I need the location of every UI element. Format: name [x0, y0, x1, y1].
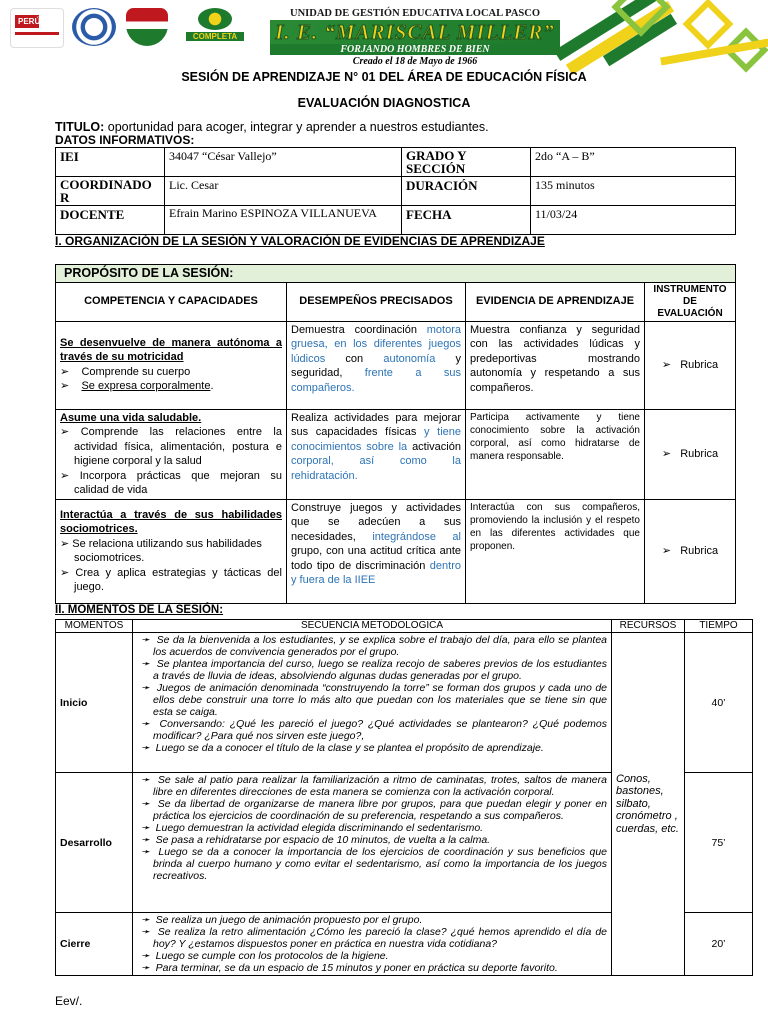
capacity-item: ➢ Comprende su cuerpo — [60, 365, 191, 378]
col-instrumento: INSTRUMENTO DE EVALUACIÓN — [645, 282, 736, 321]
info-table — [55, 147, 736, 235]
moment-time: 75’ — [685, 773, 753, 913]
moment-sequence — [133, 913, 612, 976]
capacity-text: Crea y aplica estrategias y tácticas del juego. — [74, 566, 282, 593]
institution-crest-icon — [72, 8, 116, 46]
performance-text-blue: frente a sus compañeros. — [291, 367, 461, 394]
capacity-text: Comprende las relaciones entre la actividad física, alimentación, postura e higiene corporal y la salud — [74, 426, 282, 467]
iei-value: 34047 “César Vallejo” — [165, 148, 402, 177]
moment-name: Cierre — [56, 913, 133, 976]
performance-text-blue: motora gruesa, en los diferentes juegos lúdicos — [291, 323, 462, 365]
col-recursos: RECURSOS — [612, 620, 685, 633]
competency-row — [56, 409, 736, 499]
capacity-item: ➢ Se relaciona utilizando sus habilidades sociomotrices. — [60, 537, 262, 564]
performance-text-blue: dentro y fuera de la IIEE — [291, 559, 461, 586]
iei-label: IEI — [56, 148, 165, 177]
sequence-item: ➛ Se realiza la retro alimentación ¿Cómo les pareció la clase? ¿qué hemos aprendido el día de hoy? Y ¿estamos dispuestos poner en práctica en nuestra vida cotidiana? — [141, 926, 607, 950]
sequence-item: ➛ Luego se da a conocer la importancia de los ejercicios de coordinación y sus beneficios que brinda al cuerpo humano y como evitar el sedentarismo, así como la importancia de los juegos recreativos. — [141, 846, 607, 882]
competency-name: Asume una vida saludable. — [60, 411, 202, 424]
performance-text-blue: corporal, así como la rehidratación. — [291, 455, 461, 482]
duracion-value: 135 minutos — [531, 177, 736, 206]
moments-table — [55, 619, 753, 976]
proposito-heading: PROPÓSITO DE LA SESIÓN: — [56, 265, 736, 283]
performance-text: Demuestra coordinación — [291, 323, 417, 336]
fecha-label: FECHA — [402, 206, 531, 235]
school-name: I. E. “MARISCAL MILLER” — [270, 20, 560, 45]
competency-table — [55, 264, 736, 604]
peru-logo-text: PERÚ — [15, 15, 39, 28]
performance-text: Construye juegos y actividades que se adecúen a sus necesidades, — [291, 501, 461, 543]
evaluation-subtitle: EVALUACIÓN DIAGNOSTICA — [297, 96, 471, 110]
performance-text: Realiza actividades para mejorar sus capacidades físicas — [291, 411, 461, 438]
moment-sequence — [133, 633, 612, 773]
performance-text: activación — [412, 440, 461, 453]
evidence-text: Participa activamente y tiene conocimiento sobre la activación corporal, así como hidratarse de manera responsable. — [466, 409, 645, 499]
sequence-item: ➛ Conversando: ¿Qué les pareció el juego? ¿Qué actividades se plantearon? ¿Qué podemos modificar? ¿Para qué nos sirven este juego?, — [141, 718, 607, 742]
fecha-value: 11/03/24 — [531, 206, 736, 235]
instrument-cell: ➢ Rubrica — [645, 499, 736, 603]
capacity-item: ➢ Incorpora prácticas que mejoran su calidad de vida — [60, 469, 282, 496]
sequence-item: ➛ Luego se cumple con los protocolos de la higiene. — [141, 950, 389, 962]
performance-text-blue: autonomía — [383, 352, 436, 365]
capacity-text: Comprende su cuerpo — [81, 365, 191, 378]
capacity-text: Se expresa corporalmente — [81, 380, 211, 392]
ugel-heading: UNIDAD DE GESTIÓN EDUCATIVA LOCAL PASCO — [289, 8, 540, 19]
instrument-text: Rubrica — [680, 544, 719, 557]
footer-note: Eev/. — [55, 994, 83, 1008]
section-2-heading: II. MOMENTOS DE LA SESIÓN: — [55, 604, 224, 616]
capacity-item: ➢ Crea y aplica estrategias y tácticas del juego. — [60, 566, 282, 593]
instrument-cell: ➢ Rubrica — [645, 321, 736, 409]
section-1-heading: I. ORGANIZACIÓN DE LA SESIÓN Y VALORACIÓN DE EVIDENCIAS DE APRENDIZAJE — [55, 234, 545, 248]
coordinador-value: Lic. Cesar — [165, 177, 402, 206]
sequence-item: ➛ Para terminar, se da un espacio de 15 minutos y poner en práctica su deporte favorito. — [141, 962, 558, 974]
docente-label: DOCENTE — [56, 206, 165, 235]
capacity-text: Se relaciona utilizando sus habilidades sociomotrices. — [72, 537, 262, 564]
competency-row — [56, 321, 736, 409]
moment-time: 40’ — [685, 633, 753, 773]
sequence-item: ➛ Se plantea importancia del curso, luego se realiza recojo de saberes previos de los estudiantes a través de lluvia de ideas, absolviendo algunas dudas generadas por el grupo. — [141, 658, 607, 682]
school-shield-icon — [126, 8, 168, 46]
foundation-date: Creado el 18 de Mayo de 1966 — [352, 56, 478, 67]
col-desempenos: DESEMPEÑOS PRECISADOS — [287, 282, 466, 321]
competency-name: Interactúa a través de sus habilidades sociomotrices. — [60, 508, 282, 535]
sequence-item: ➛ Luego se da a conocer el título de la clase y se plantea el propósito de aprendizaje. — [141, 742, 544, 754]
sequence-item: ➛ Se pasa a rehidratarse por espacio de 10 minutos, de vuelta a la calma. — [141, 834, 491, 846]
capacity-item: ➢ Comprende las relaciones entre la actividad física, alimentación, postura e higiene corporal y la salud — [60, 426, 282, 467]
school-motto: FORJANDO HOMBRES DE BIEN — [270, 44, 560, 55]
completa-logo-text: COMPLETA — [186, 32, 244, 41]
capacity-item: ➢ Se expresa corporalmente. — [60, 380, 214, 392]
moment-name: Inicio — [56, 633, 133, 773]
sequence-item: ➛ Se da la bienvenida a los estudiantes, y se explica sobre el trabajo del día, para ello se plantea los acuerdos de convivencia generados por el grupo. — [141, 634, 608, 658]
jec-completa-logo — [180, 8, 250, 46]
datos-label: DATOS INFORMATIVOS: — [55, 133, 195, 147]
competency-name: Se desenvuelve de manera autónoma a través de su motricidad — [60, 336, 282, 363]
sequence-item: ➛ Juegos de animación denominada “construyendo la torre” se forman dos grupos y cada uno de ellos debe construir una torre lo más alto que puedan con los materiales que se tiene sin que esta se caiga. — [141, 682, 607, 718]
titulo-line — [55, 120, 489, 134]
performance-text: grupo, con una actitud crítica ante todo tipo de discriminación — [291, 545, 461, 572]
grado-value: 2do “A – B” — [531, 148, 736, 177]
performance-text-blue: y tiene conocimientos sobre la — [291, 426, 461, 453]
instrument-cell: ➢ Rubrica — [645, 409, 736, 499]
moment-name: Desarrollo — [56, 773, 133, 913]
col-secuencia: SECUENCIA METODOLOGICA — [133, 620, 612, 633]
evidence-text: Interactúa con sus compañeros, promoviendo la inclusión y el respeto en las diferentes actividades que proponen. — [466, 499, 645, 603]
sequence-item: ➛ Se da libertad de organizarse de manera libre por grupos, para que puedan elegir y poner en práctica los ejercicios de coordinación de su preferencia, respetando a sus compañeros. — [141, 798, 607, 822]
instrument-text: Rubrica — [680, 358, 719, 371]
col-tiempo: TIEMPO — [685, 620, 753, 633]
titulo-value: oportunidad para acoger, integrar y aprender a nuestros estudiantes. — [107, 120, 489, 134]
performance-text-blue: integrándose al — [372, 530, 461, 543]
capacity-text: Incorpora prácticas que mejoran su calidad de vida — [74, 469, 282, 496]
performance-text: y seguridad, — [291, 352, 461, 379]
moment-time: 20’ — [685, 913, 753, 976]
performance-text: con — [345, 352, 364, 365]
evidence-text: Muestra confianza y seguridad con las actividades lúdicas y predeportivas mostrando autonomía y respetando a sus compañeros. — [466, 321, 645, 409]
competency-row — [56, 499, 736, 603]
titulo-label: TITULO: — [55, 120, 105, 134]
docente-value: Efrain Marino ESPINOZA VILLANUEVA — [165, 206, 402, 235]
resources-cell: Conos, bastones, silbato, cronómetro , cuerdas, etc. — [612, 633, 685, 976]
session-title: SESIÓN DE APRENDIZAJE N° 01 DEL ÁREA DE EDUCACIÓN FÍSICA — [181, 70, 587, 84]
col-evidencia: EVIDENCIA DE APRENDIZAJE — [466, 282, 645, 321]
moment-row-inicio — [56, 633, 753, 773]
instrument-text: Rubrica — [680, 447, 719, 460]
col-competencia: COMPETENCIA Y CAPACIDADES — [56, 282, 287, 321]
col-momentos: MOMENTOS — [56, 620, 133, 633]
sequence-item: ➛ Se realiza un juego de animación propuesto por el grupo. — [141, 914, 423, 926]
coordinador-label: COORDINADOR — [56, 177, 165, 206]
duracion-label: DURACIÓN — [402, 177, 531, 206]
sequence-item: ➛ Luego demuestran la actividad elegida discriminando el sedentarismo. — [141, 822, 484, 834]
peru-ministry-logo — [10, 8, 64, 48]
grado-label: GRADO Y SECCIÓN — [402, 148, 531, 177]
sequence-item: ➛ Se sale al patio para realizar la familiarización a ritmo de caminatas, trotes, saltos de manera libre en diferentes direcciones de esta manera se comienza con la activación corporal. — [141, 774, 607, 798]
moment-sequence — [133, 773, 612, 913]
